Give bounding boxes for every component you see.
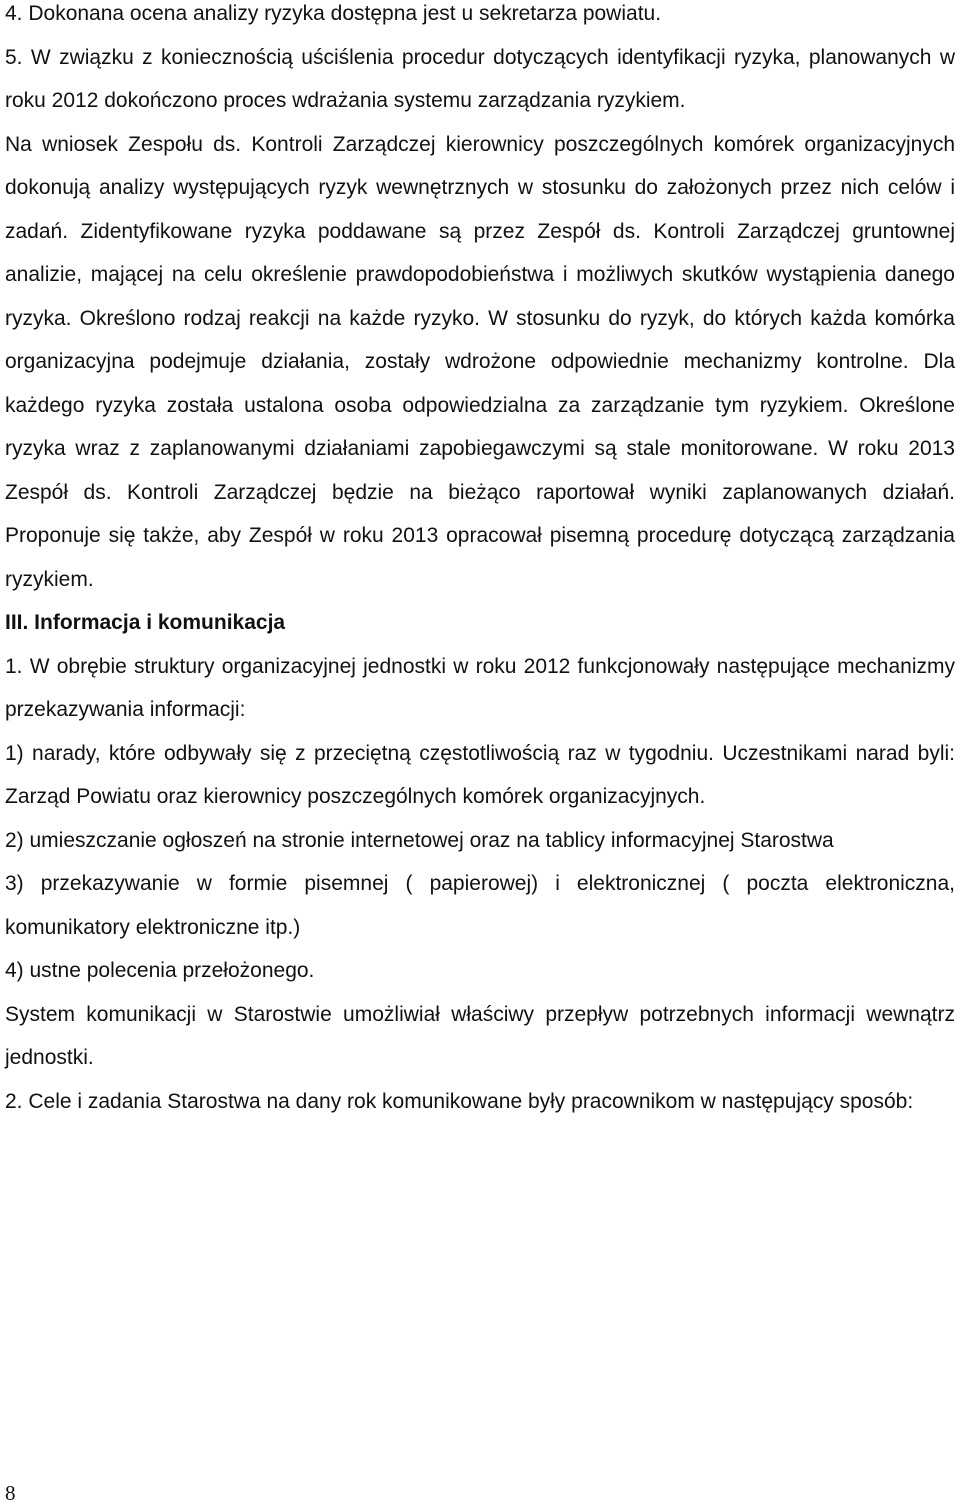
paragraph-verbal-orders: 4) ustne polecenia przełożonego. xyxy=(5,959,315,982)
paragraph-goals-communication: 2. Cele i zadania Starostwa na dany rok komunikowane były pracownikom w następujący sposób: xyxy=(5,1089,914,1113)
page-number: 8 xyxy=(5,1481,16,1505)
paragraph-announcements: 2) umieszczanie ogłoszeń na stronie internetowej oraz na tablicy informacyjnej Starostwa xyxy=(5,828,834,852)
paragraph-risk-assessment-availability: 4. Dokonana ocena analizy ryzyka dostępna jest u sekretarza powiatu. xyxy=(5,2,662,25)
document-page xyxy=(5,0,955,1123)
paragraph-written-electronic-communication: 3) przekazywanie w formie pisemnej ( papierowej) i elektronicznej ( poczta elektroniczna, komunikatory elektroniczne itp.) xyxy=(5,872,955,939)
paragraph-information-mechanisms-intro: 1. W obrębie struktury organizacyjnej jednostki w roku 2012 funkcjonowały następujące mechanizmy przekazywania informacji: xyxy=(5,654,955,721)
paragraph-communication-system: System komunikacji w Starostwie umożliwiał właściwy przepływ potrzebnych informacji wewnątrz jednostki. xyxy=(5,1002,955,1069)
paragraph-meetings: 1) narady, które odbywały się z przeciętną częstotliwością raz w tygodniu. Uczestnikami narad byli: Zarząd Powiatu oraz kierownicy poszczególnych komórek organizacyjnych. xyxy=(5,741,955,808)
paragraph-risk-management-implementation: 5. W związku z koniecznością uściślenia procedur dotyczących identyfikacji ryzyka, planowanych w roku 2012 dokończono proces wdrażania systemu zarządzania ryzykiem. xyxy=(5,45,955,112)
section-heading-information-communication: III. Informacja i komunikacja xyxy=(5,611,286,634)
paragraph-risk-analysis-process: Na wniosek Zespołu ds. Kontroli Zarządczej kierownicy poszczególnych komórek organizacyjnych dokonują analizy występujących ryzyk wewnętrznych w stosunku do założonych przez nich celów i zadań. Zidentyfikowane ryzyka poddawane są przez Zespół ds. Kontroli Zarządczej gruntownej analizie, mającej na celu określenie prawdopodobieństwa i możliwych skutków wystąpienia danego ryzyka. Określono rodzaj reakcji na każde ryzyko. W stosunku do ryzyk, do których każda komórka organizacyjna podejmuje działania, zostały wdrożone odpowiednie mechanizmy kontrolne. Dla każdego ryzyka została ustalona osoba odpowiedzialna za zarządzanie tym ryzykiem. Określone ryzyka wraz z zaplanowanymi działaniami zapobiegawczymi są stale monitorowane. W roku 2013 Zespół ds. Kontroli Zarządczej będzie na bieżąco raportował wyniki zaplanowanych działań. Proponuje się także, aby Zespół w roku 2013 opracował pisemną procedurę dotyczącą zarządzania ryzykiem. xyxy=(5,132,955,591)
